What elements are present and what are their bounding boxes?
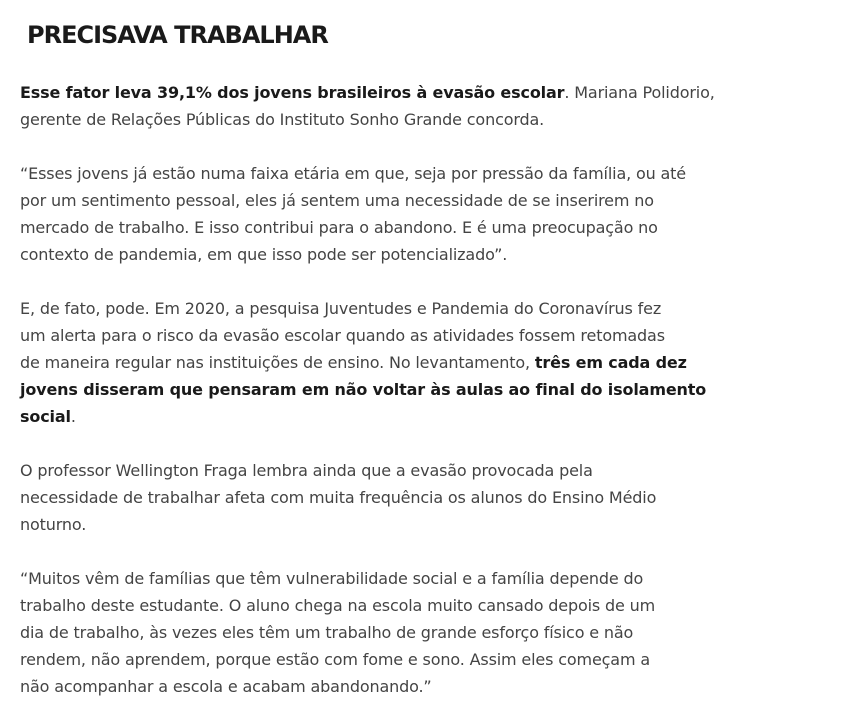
article-body bbox=[20, 0, 835, 696]
bold-highlight: Esse fator leva 39,1% dos jovens brasileiros à evasão escolar bbox=[20, 83, 565, 102]
text-span: por um sentimento pessoal, eles já sentem uma necessidade de se inserirem no bbox=[20, 191, 654, 210]
paragraph-professor bbox=[20, 457, 656, 538]
paragraph-quote-fraga bbox=[20, 565, 655, 700]
section-heading: PRECISAVA TRABALHAR bbox=[27, 21, 328, 49]
text-span: E, de fato, pode. Em 2020, a pesquisa Juventudes e Pandemia do Coronavírus fez bbox=[20, 299, 662, 318]
bold-highlight: social bbox=[20, 407, 71, 426]
text-span: necessidade de trabalhar afeta com muita frequência os alunos do Ensino Médio bbox=[20, 488, 657, 507]
text-span: O professor Wellington Fraga lembra ainda que a evasão provocada pela bbox=[20, 461, 593, 480]
text-span: de maneira regular nas instituições de ensino. No levantamento, bbox=[20, 353, 535, 372]
paragraph-research bbox=[20, 295, 706, 430]
text-span: rendem, não aprendem, porque estão com fome e sono. Assim eles começam a bbox=[20, 650, 650, 669]
text-span: “Muitos vêm de famílias que têm vulnerabilidade social e a família depende do bbox=[20, 569, 644, 588]
text-span: não acompanhar a escola e acabam abandonando.” bbox=[20, 677, 432, 696]
bold-highlight: jovens disseram que pensaram em não voltar às aulas ao final do isolamento bbox=[20, 380, 707, 399]
paragraph-quote-polidorio bbox=[20, 160, 686, 268]
text-span: dia de trabalho, às vezes eles têm um trabalho de grande esforço físico e não bbox=[20, 623, 634, 642]
paragraph-evasion-stat bbox=[20, 79, 715, 133]
text-span: contexto de pandemia, em que isso pode ser potencializado”. bbox=[20, 245, 508, 264]
text-span: mercado de trabalho. E isso contribui para o abandono. E é uma preocupação no bbox=[20, 218, 658, 237]
text-span: “Esses jovens já estão numa faixa etária em que, seja por pressão da família, ou até bbox=[20, 164, 687, 183]
text-span: gerente de Relações Públicas do Instituto Sonho Grande concorda. bbox=[20, 110, 545, 129]
text-span: noturno. bbox=[20, 515, 87, 534]
text-span: um alerta para o risco da evasão escolar quando as atividades fossem retomadas bbox=[20, 326, 665, 345]
text-span: . Mariana Polidorio, bbox=[564, 83, 715, 102]
text-span: trabalho deste estudante. O aluno chega na escola muito cansado depois de um bbox=[20, 596, 656, 615]
text-span: . bbox=[70, 407, 76, 426]
bold-highlight: três em cada dez bbox=[534, 353, 687, 372]
